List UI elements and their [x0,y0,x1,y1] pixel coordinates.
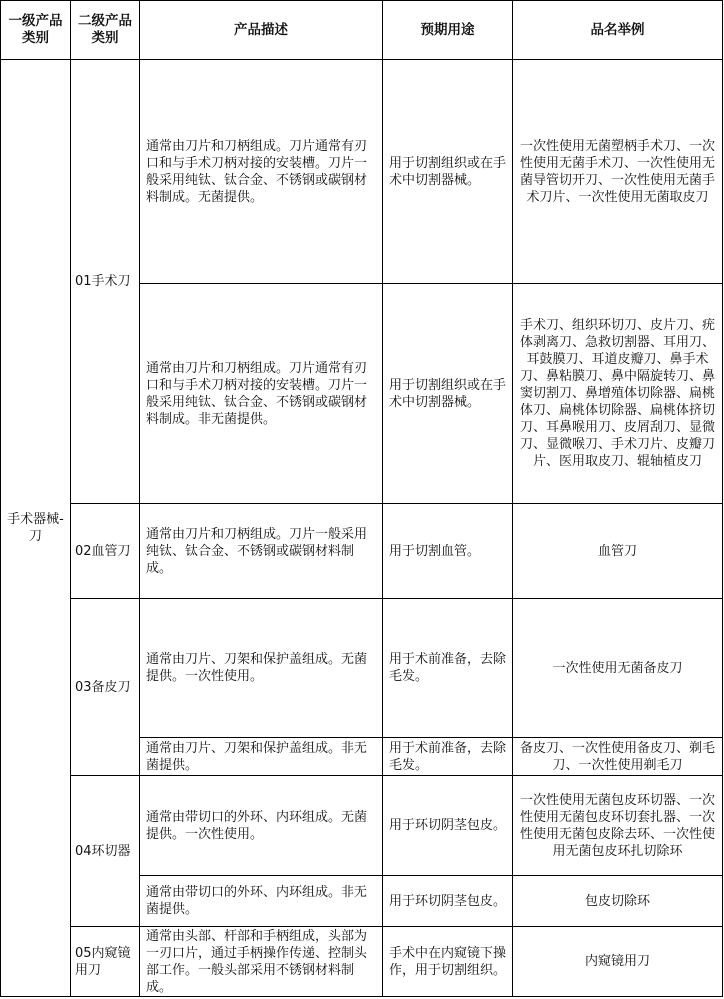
level2-category-cell: 04环切器 [71,776,140,927]
header-description: 产品描述 [140,1,383,60]
examples-cell: 手术刀、组织环切刀、皮片刀、疣体剥离刀、急救切割器、耳用刀、耳鼓膜刀、耳道皮瓣刀、鼻手术刀、鼻粘膜刀、鼻中隔旋转刀、鼻窦切割刀、鼻增殖体切除器、扁桃体刀、扁桃体切除器、扁桃体挤切刀、耳鼻喉用刀、皮屑刮刀、显微刀、显微喉刀、手术刀片、皮瓣刀片、医用取皮刀、辊轴植皮刀 [513,284,723,504]
level2-category-cell: 02血管刀 [71,504,140,599]
description-cell: 通常由刀片和刀柄组成。刀片通常有刃口和与手术刀柄对接的安装槽。刀片一般采用纯钛、钛合金、不锈钢或碳钢材料制成。无菌提供。 [140,60,383,284]
examples-cell: 一次性使用无菌备皮刀 [513,599,723,738]
description-cell: 通常由头部、杆部和手柄组成，头部为一刃口片，通过手柄操作传递、控制头部工作。一般头部采用不锈钢材料制成。 [140,927,383,997]
table-row [1,599,723,738]
intended-use-cell: 用于术前准备，去除毛发。 [383,738,513,776]
header-level2-category: 二级产品类别 [71,1,140,60]
description-cell: 通常由刀片和刀柄组成。刀片一般采用纯钛、钛合金、不锈钢或碳钢材料制成。 [140,504,383,599]
intended-use-cell: 用于环切阴茎包皮。 [383,876,513,927]
intended-use-cell: 用于切割血管。 [383,504,513,599]
examples-cell: 包皮切除环 [513,876,723,927]
table-row [1,60,723,284]
header-row [1,1,723,60]
examples-cell: 备皮刀、一次性使用备皮刀、剃毛刀、一次性使用剃毛刀 [513,738,723,776]
header-examples: 品名举例 [513,1,723,60]
description-cell: 通常由带切口的外环、内环组成。无菌提供。一次性使用。 [140,776,383,876]
level2-category-cell: 05内窥镜用刀 [71,927,140,997]
intended-use-cell: 用于切割组织或在手术中切割器械。 [383,284,513,504]
description-cell: 通常由刀片、刀架和保护盖组成。无菌提供。一次性使用。 [140,599,383,738]
table-row [1,504,723,599]
level2-category-cell: 01手术刀 [71,60,140,504]
intended-use-cell: 用于术前准备，去除毛发。 [383,599,513,738]
header-level1-category: 一级产品类别 [1,1,71,60]
description-cell: 通常由带切口的外环、内环组成。非无菌提供。 [140,876,383,927]
level2-category-cell: 03备皮刀 [71,599,140,776]
description-cell: 通常由刀片和刀柄组成。刀片通常有刃口和与手术刀柄对接的安装槽。刀片一般采用纯钛、钛合金、不锈钢或碳钢材料制成。非无菌提供。 [140,284,383,504]
intended-use-cell: 用于切割组织或在手术中切割器械。 [383,60,513,284]
description-cell: 通常由刀片、刀架和保护盖组成。非无菌提供。 [140,738,383,776]
intended-use-cell: 手术中在内窥镜下操作，用于切割组织。 [383,927,513,997]
examples-cell: 一次性使用无菌包皮环切器、一次性使用无菌包皮环切套扎器、一次性使用无菌包皮除去环、一次性使用无菌包皮环扎切除环 [513,776,723,876]
examples-cell: 血管刀 [513,504,723,599]
table-row [1,776,723,876]
level1-category-cell: 手术器械-刀 [1,60,71,997]
header-intended-use: 预期用途 [383,1,513,60]
intended-use-cell: 用于环切阴茎包皮。 [383,776,513,876]
examples-cell: 一次性使用无菌塑柄手术刀、一次性使用无菌手术刀、一次性使用无菌导管切开刀、一次性使用无菌手术刀片、一次性使用无菌取皮刀 [513,60,723,284]
examples-cell: 内窥镜用刀 [513,927,723,997]
table-row [1,927,723,997]
